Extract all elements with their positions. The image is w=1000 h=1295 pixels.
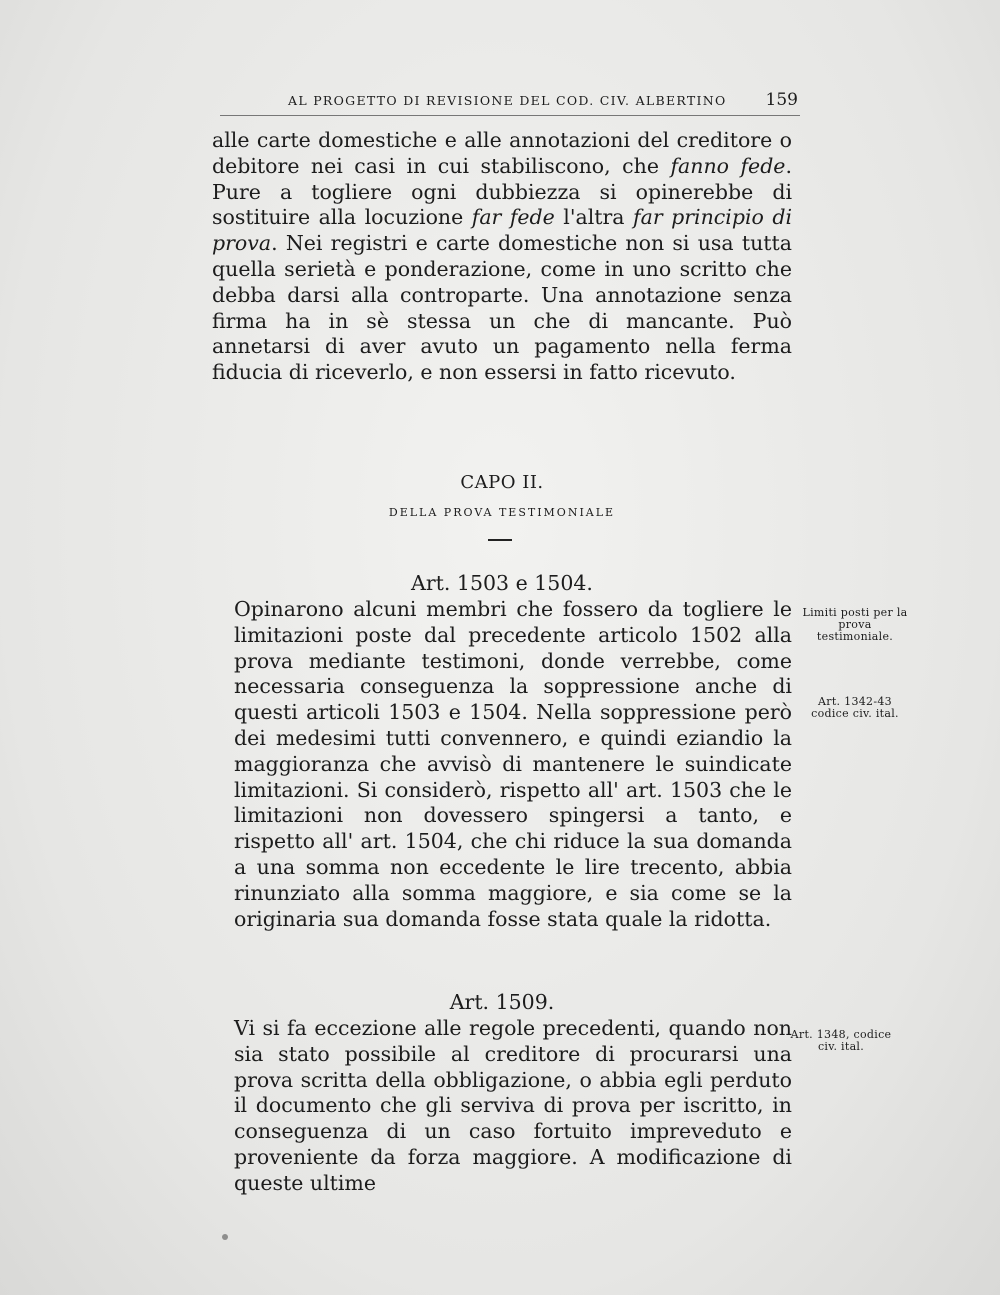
p1-text-1: alle carte domestiche e alle annotazioni del creditore o debitore nei casi in cui stabiliscono, che (212, 128, 792, 178)
section-dash (488, 539, 512, 541)
article-heading-1503: Art. 1503 e 1504. (411, 571, 593, 595)
article-1503-body: Opinarono alcuni membri che fossero da togliere le limitazioni poste dal precedente articolo 1502 alla prova mediante testimoni, donde verrebbe, come necessaria conseguenza la soppressione anche di questi articoli 1503 e 1504. Nella soppressione però dei medesimi tutti convennero, e quindi eziandio la maggioranza che avvisò di mantenere le suindicate limitazioni. Si considerò, rispetto all' art. 1503 che le limitazioni non dovessero spingersi a tanto, e rispetto all' art. 1504, che chi riduce la sua domanda a una somma non eccedente le lire trecento, abbia rinunziato alla somma maggiore, e sia come se la originaria sua domanda fosse stata quale la ridotta. (234, 597, 792, 931)
margin-note-limits: Limiti posti per la prova testimoniale. (802, 606, 908, 643)
margin-note-art-1348: Art. 1348, codice civ. ital. (790, 1028, 892, 1053)
header-rule (220, 115, 800, 116)
chapter-title: CAPO II. (460, 472, 544, 493)
article-1503-text (212, 597, 792, 932)
article-1509-body: Vi si fa eccezione alle regole precedenti, quando non sia stato possibile al creditore di procurarsi una prova scritta della obbligazione, o abbia egli perduto il documento che gli serviva di prova per iscritto, in conseguenza di un caso fortuito impreveduto e proveniente da forza maggiore. A modificazione di queste ultime (234, 1016, 792, 1195)
p1-italic-1: fanno fede (670, 153, 786, 178)
running-head (288, 90, 798, 110)
margin-note-art-1342: Art. 1342-43 codice civ. ital. (811, 695, 899, 720)
chapter-subtitle: DELLA PROVA TESTIMONIALE (388, 506, 616, 519)
p1-text-4: . Nei registri e carte domestiche non si usa tutta quella serietà e ponderazione, come in uno scritto che debba darsi alla controparte. Una annotazione senza firma ha in sè stessa un che di mancante. Può annetarsi di aver avuto un pagamento nella ferma fiducia di riceverlo, e non essersi in fatto ricevuto. (212, 231, 792, 385)
p1-text-3: l'altra (554, 205, 634, 230)
p1-italic-3: far principio di prova (212, 205, 793, 256)
page-number: 159 (765, 90, 798, 110)
article-1509-text (212, 1016, 792, 1197)
paper-speck (222, 1234, 228, 1240)
p1-italic-2: far fede (471, 205, 555, 230)
p1-text-2: . Pure a togliere ogni dubbiezza si opinerebbe di sostituire alla locuzione (212, 153, 792, 230)
running-title: AL PROGETTO DI REVISIONE DEL COD. CIV. ALBERTINO (288, 93, 727, 108)
paragraph-continuation (212, 128, 792, 386)
article-heading-1509: Art. 1509. (449, 990, 555, 1014)
